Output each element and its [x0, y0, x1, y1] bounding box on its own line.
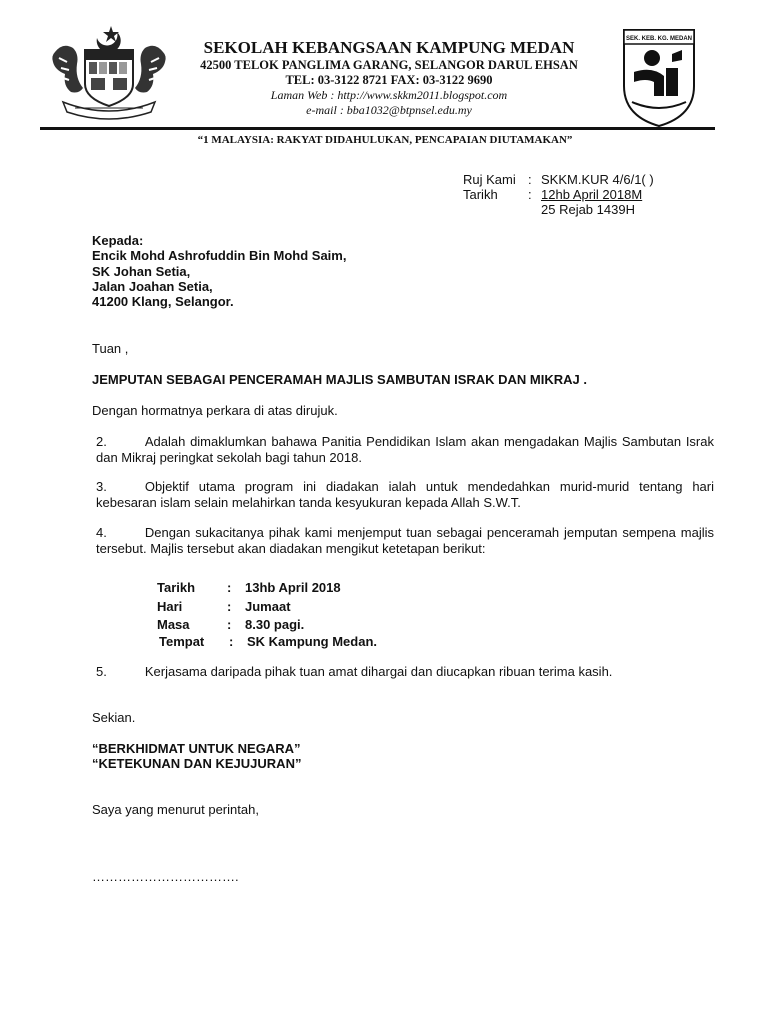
school-email: e-mail : bba1032@btpnsel.edu.my [306, 103, 472, 117]
closing-slogan-2: “KETEKUNAN DAN KEJUJURAN” [92, 756, 302, 771]
intro-paragraph: Dengan hormatnya perkara di atas dirujuk. [92, 403, 338, 418]
school-name: SEKOLAH KEBANGSAAN KAMPUNG MEDAN [203, 38, 575, 57]
event-detail-masa: Masa : 8.30 pagi. [157, 617, 305, 632]
paragraph-text: Adalah dimaklumkan bahawa Panitia Pendidikan Islam akan mengadakan Majlis Sambutan Israk dan Mikraj peringkat sekolah bagi tahun 2018. [96, 434, 714, 465]
paragraph-number: 5. [96, 664, 107, 679]
paragraph-number: 3. [96, 479, 107, 494]
paragraph-4 [96, 525, 714, 557]
salutation: Tuan , [92, 341, 129, 356]
signature-line: ……………………………. [92, 869, 239, 884]
school-crest-icon [622, 28, 696, 128]
detail-value: 8.30 pagi. [245, 617, 305, 632]
paragraph-2 [96, 434, 714, 466]
letterhead [0, 0, 768, 160]
detail-label: Hari [157, 599, 183, 614]
school-logo-text: SEK. KEB. KG. MEDAN [625, 36, 693, 42]
reference-value-ruj: SKKM.KUR 4/6/1( ) [541, 172, 654, 187]
paragraph-text: Kerjasama daripada pihak tuan amat dihargai dan diucapkan ribuan terima kasih. [144, 664, 613, 679]
reference-value-tarikh: 12hb April 2018M [541, 187, 643, 202]
detail-label: Tempat [159, 634, 205, 649]
paragraph-3 [96, 479, 714, 511]
reference-hijri-date: 25 Rejab 1439H [541, 202, 635, 217]
paragraph-text: Dengan sukacitanya pihak kami menjemput tuan sebagai penceramah jemputan sempena majlis tersebut. Majlis tersebut akan diadakan mengikut ketetapan berikut: [96, 525, 714, 556]
paragraph-5 [96, 664, 714, 680]
recipient-line: Jalan Joahan Setia, [92, 279, 213, 294]
school-address: 42500 TELOK PANGLIMA GARANG, SELANGOR DARUL EHSAN [200, 58, 578, 72]
paragraph-text: Objektif utama program ini diadakan ialah untuk mendedahkan murid-murid tentang hari kebesaran islam selain melahirkan tanda kesyukuran kepada Allah S.W.T. [96, 479, 714, 510]
recipient-line: 41200 Klang, Selangor. [92, 294, 234, 309]
closing-slogan-1: “BERKHIDMAT UNTUK NEGARA” [92, 741, 301, 756]
event-detail-tempat: Tempat : SK Kampung Medan. [159, 634, 378, 649]
closing-sekian: Sekian. [92, 710, 136, 725]
detail-label: Masa [157, 617, 190, 632]
malaysia-coat-of-arms-icon [45, 22, 173, 122]
detail-label: Tarikh [157, 580, 196, 595]
reference-label-tarikh: Tarikh [463, 187, 498, 202]
school-phone-fax: TEL: 03-3122 8721 FAX: 03-3122 9690 [285, 73, 493, 87]
recipient-heading: Kepada: [92, 233, 144, 248]
recipient-line: Encik Mohd Ashrofuddin Bin Mohd Saim, [92, 248, 347, 263]
paragraph-number: 2. [96, 434, 107, 449]
paragraph-number: 4. [96, 525, 107, 540]
reference-label-ruj: Ruj Kami [463, 172, 516, 187]
school-website: Laman Web : http://www.skkm2011.blogspot.com [270, 88, 508, 102]
event-detail-tarikh: Tarikh : 13hb April 2018 [157, 580, 341, 595]
closing-saya: Saya yang menurut perintah, [92, 802, 259, 817]
national-motto: “1 MALAYSIA: RAKYAT DIDAHULUKAN, PENCAPAIAN DIUTAMAKAN” [197, 134, 573, 146]
detail-value: 13hb April 2018 [245, 580, 341, 595]
letterhead-divider [40, 127, 715, 130]
reference-colon-ruj: : [528, 172, 532, 187]
reference-colon-tarikh: : [528, 187, 532, 202]
event-detail-hari: Hari : Jumaat [157, 599, 291, 614]
detail-value: SK Kampung Medan. [247, 634, 378, 649]
letter-subject: JEMPUTAN SEBAGAI PENCERAMAH MAJLIS SAMBUTAN ISRAK DAN MIKRAJ . [92, 372, 587, 387]
recipient-line: SK Johan Setia, [92, 264, 191, 279]
detail-value: Jumaat [245, 599, 291, 614]
